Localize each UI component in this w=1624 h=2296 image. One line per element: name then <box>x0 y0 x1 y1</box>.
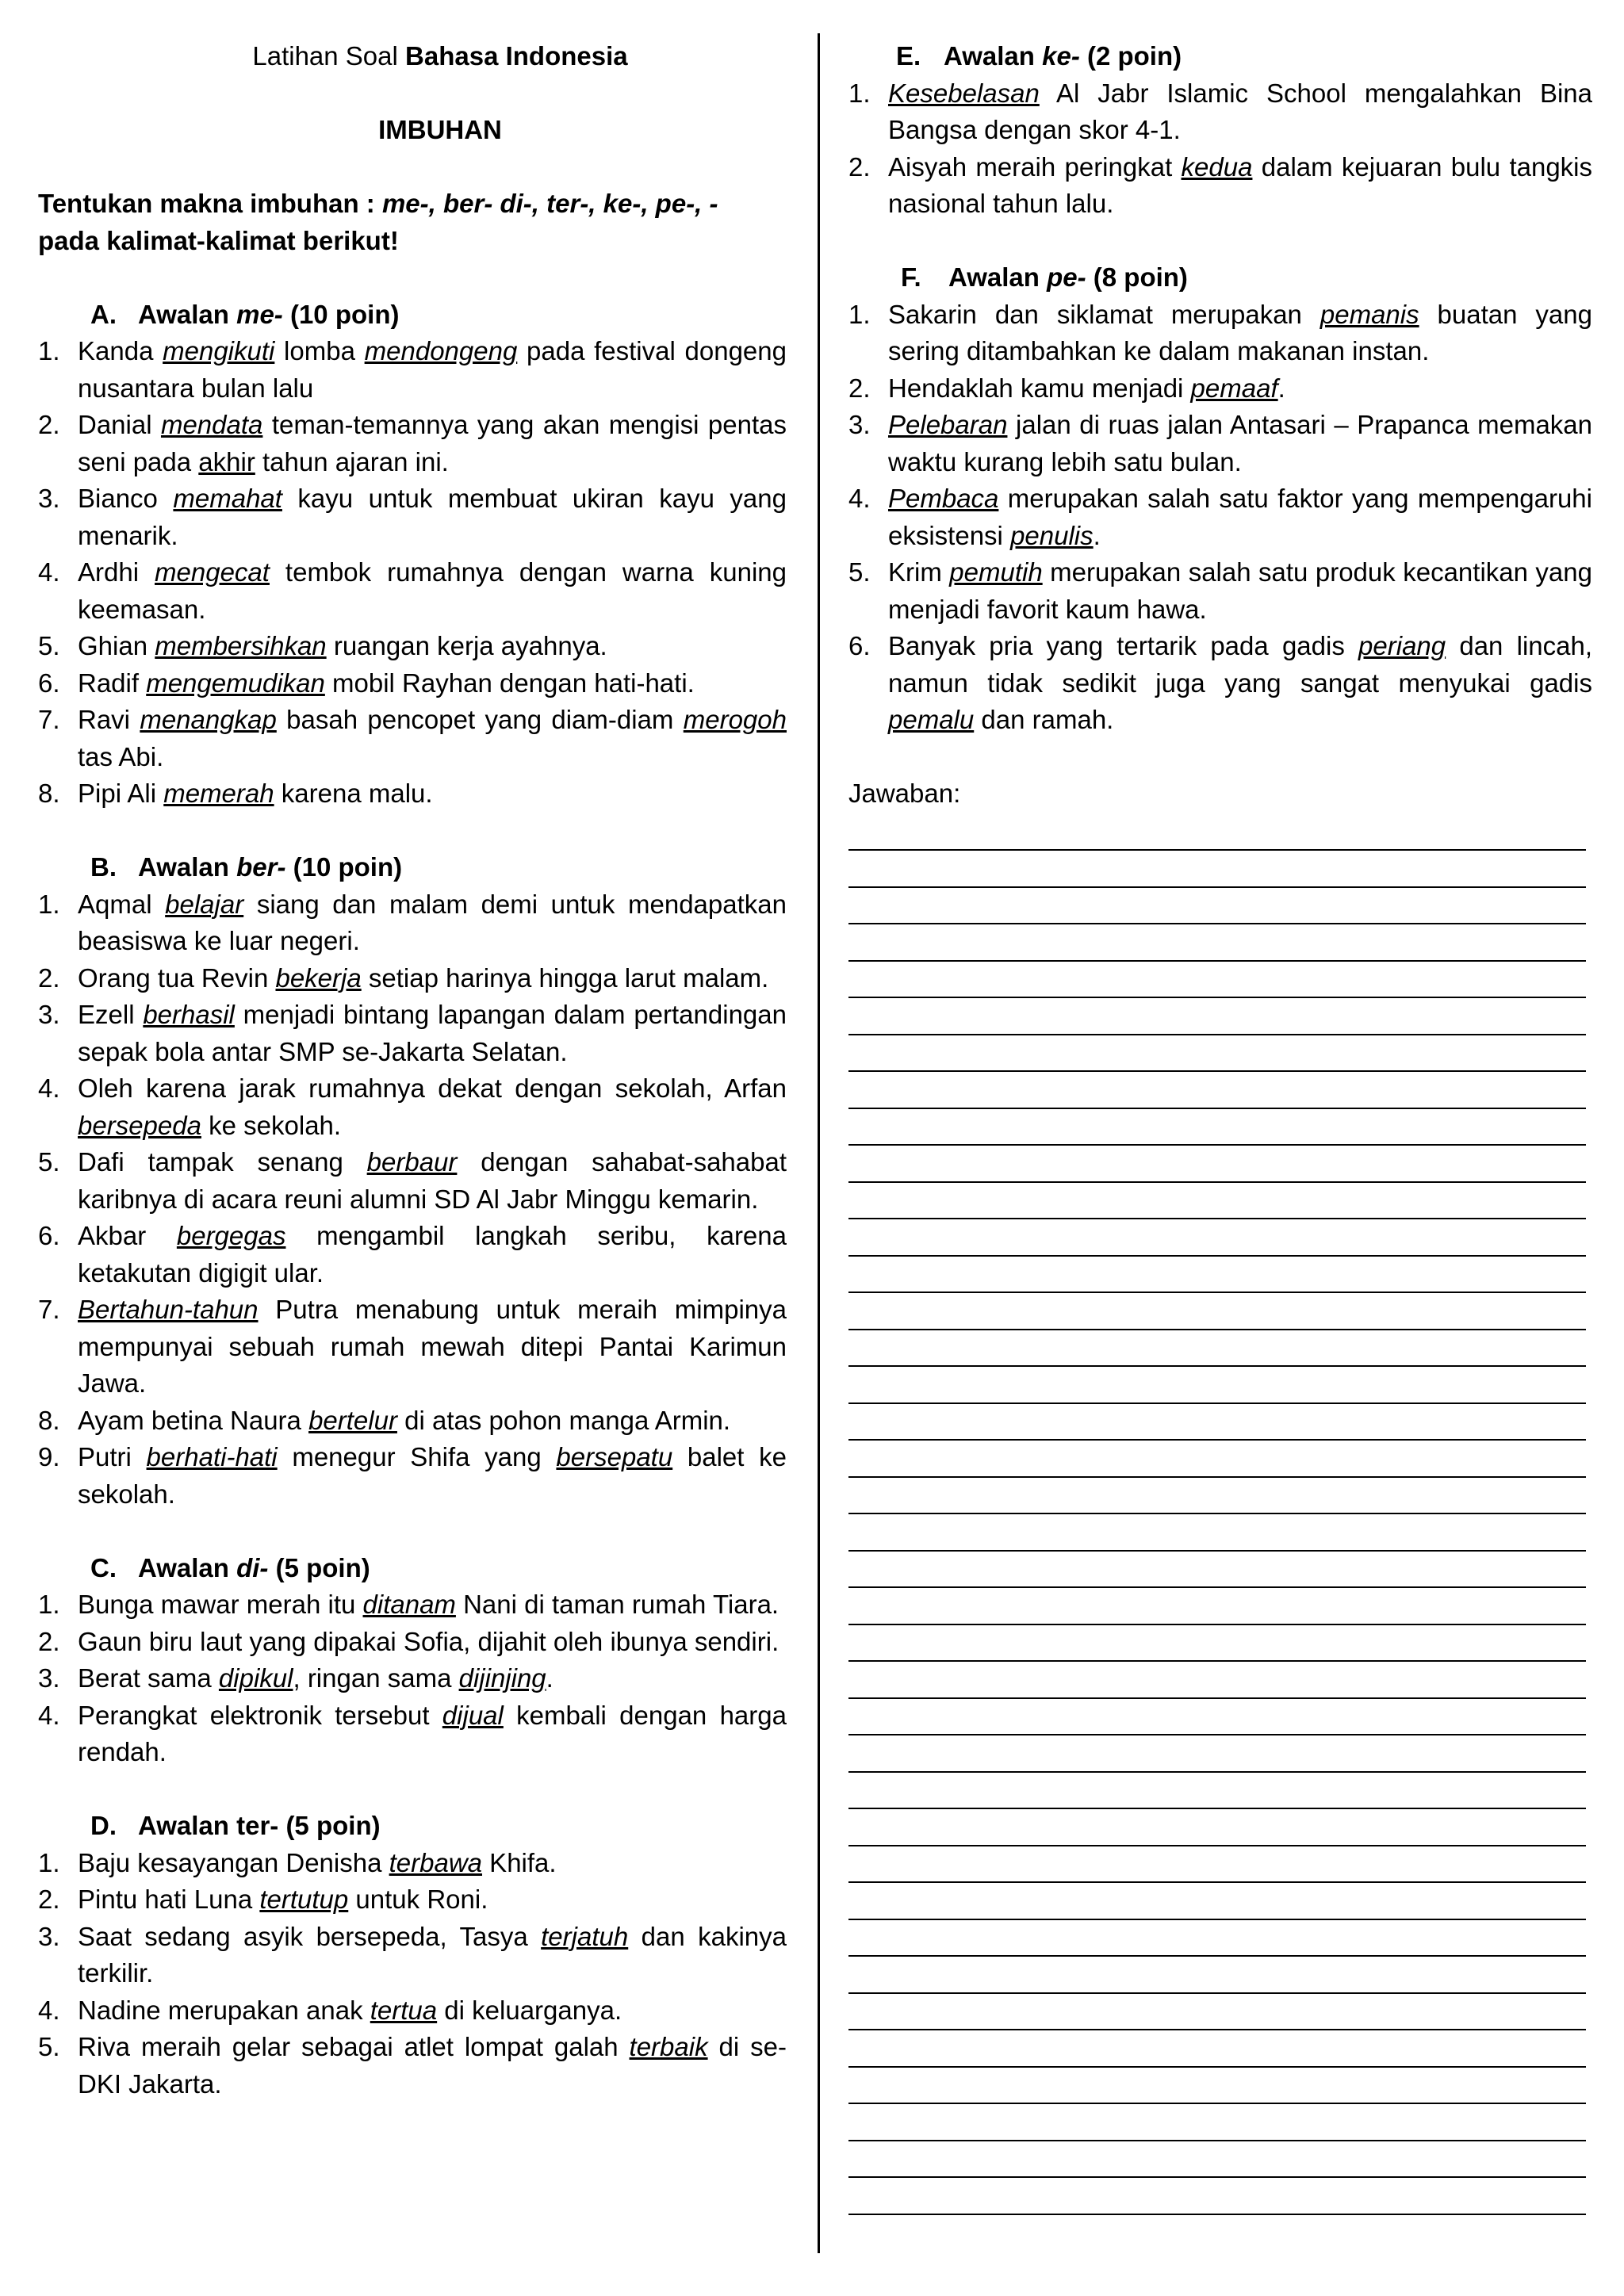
item-number: 6. <box>38 1221 60 1250</box>
item-number: 1. <box>38 336 60 365</box>
answer-line[interactable] <box>848 1293 1586 1330</box>
item-text: ke sekolah. <box>201 1110 342 1140</box>
item-number: 2. <box>38 1626 60 1656</box>
list-item <box>38 1586 787 1624</box>
affixed-word: memahat <box>173 484 282 513</box>
affixed-word: ditanam <box>362 1590 456 1619</box>
item-text: Sakarin dan siklamat merupakan <box>888 299 1320 329</box>
answer-line[interactable] <box>848 2068 1586 2105</box>
answer-line[interactable] <box>848 1330 1586 1368</box>
affixed-word: belajar <box>165 889 244 919</box>
affixed-word: menangkap <box>140 705 277 734</box>
instruction-line-2: pada kalimat-kalimat berikut! <box>38 225 399 255</box>
item-text: dalam kejuaran bulu tangkis nasional tahun lalu. <box>888 151 1592 218</box>
affixed-word: pemaaf <box>1190 373 1278 403</box>
item-number: 2. <box>848 151 871 182</box>
answer-line[interactable] <box>848 1109 1586 1146</box>
affixed-word: Bertahun-tahun <box>78 1295 259 1324</box>
list-item <box>848 554 1592 628</box>
section-letter: D. <box>90 1811 117 1840</box>
section-title-prefix: Awalan <box>138 1552 237 1582</box>
section-letter: C. <box>90 1552 117 1582</box>
answer-line[interactable] <box>848 1183 1586 1220</box>
section-b-list <box>38 886 787 1513</box>
item-text: Nani di taman rumah Tiara. <box>455 1590 779 1619</box>
answer-line[interactable] <box>848 1920 1586 1957</box>
answer-line[interactable] <box>848 1514 1586 1552</box>
section-title-prefix: Awalan <box>138 299 237 329</box>
item-text: Riva meraih gelar sebagai atlet lompat galah <box>78 2032 630 2061</box>
list-item <box>38 1660 787 1697</box>
item-number: 5. <box>38 2032 60 2061</box>
item-text: Saat sedang asyik bersepeda, Tasya <box>78 1921 542 1951</box>
item-text: Gaun biru laut yang dipakai Sofia, dijahit oleh ibunya sendiri. <box>78 1626 779 1656</box>
item-text: merupakan salah satu produk kecantikan yang menjadi favorit kaum hawa. <box>888 557 1592 624</box>
affixed-word: kedua <box>1181 151 1253 182</box>
item-text: Bianco <box>78 484 174 513</box>
section-title-affix: me- <box>236 299 283 329</box>
item-text: mobil Rayhan dengan hati-hati. <box>324 668 695 698</box>
section-c-list <box>38 1586 787 1771</box>
instruction-line-1 <box>38 186 787 223</box>
item-text: Aisyah meraih peringkat <box>888 151 1182 182</box>
item-text: teman-temannya yang akan mengisi pentas seni pada <box>78 410 787 476</box>
section-a-heading <box>90 297 787 334</box>
answer-line[interactable] <box>848 1809 1586 1846</box>
list-item <box>38 1992 787 2030</box>
item-text: balet ke sekolah. <box>78 1442 787 1509</box>
item-text: menjadi bintang lapangan dalam pertandingan sepak bola antar SMP se-Jakarta Selatan. <box>78 1000 787 1066</box>
answer-line[interactable] <box>848 1883 1586 1920</box>
item-text: kembali dengan harga rendah. <box>78 1700 787 1766</box>
item-text: Nadine merupakan anak <box>78 1995 370 2025</box>
item-number: 3. <box>38 1000 60 1029</box>
section-b <box>38 849 787 1513</box>
affixed-word: pemutih <box>949 557 1043 587</box>
affixed-word: berbaur <box>366 1147 458 1177</box>
item-text: Putri <box>78 1442 147 1471</box>
left-column <box>38 38 787 2103</box>
answer-line[interactable] <box>848 2104 1586 2141</box>
item-text: buatan yang sering ditambahkan ke dalam makanan instan. <box>888 299 1592 365</box>
answer-line[interactable] <box>848 1478 1586 1515</box>
section-letter: F. <box>901 262 921 292</box>
instruction-prefix: Tentukan makna imbuhan : <box>38 189 382 218</box>
list-item <box>38 886 787 960</box>
affixed-word: tertutup <box>259 1885 349 1914</box>
affixed-word: bersepeda <box>78 1110 201 1140</box>
section-title-points: (2 poin) <box>1079 41 1182 71</box>
affixed-word: Pelebaran <box>888 410 1008 439</box>
list-item <box>38 628 787 665</box>
item-number: 7. <box>38 1295 60 1324</box>
item-number: 1. <box>38 1847 60 1877</box>
answer-line[interactable] <box>848 1146 1586 1183</box>
worksheet-heading: IMBUHAN <box>378 115 502 144</box>
section-letter: B. <box>90 852 117 882</box>
list-item <box>38 1070 787 1144</box>
list-item <box>38 1218 787 1292</box>
item-text: dan lincah, namun tidak sedikit juga yang sangat menyukai gadis <box>888 631 1592 698</box>
section-d <box>38 1808 787 2103</box>
item-number: 6. <box>848 631 871 660</box>
item-text: Ardhi <box>78 557 155 587</box>
answer-line[interactable] <box>848 1957 1586 1994</box>
item-text: dan ramah. <box>974 705 1114 734</box>
answer-line[interactable] <box>848 2030 1586 2068</box>
item-number: 1. <box>38 889 60 919</box>
affixed-word: mengikuti <box>163 336 275 365</box>
answer-line[interactable] <box>848 1219 1586 1257</box>
list-item <box>38 1624 787 1661</box>
section-title-points: (10 poin) <box>282 299 400 329</box>
item-text: menegur Shifa yang <box>277 1442 557 1471</box>
item-text: Orang tua Revin <box>78 962 276 993</box>
item-number: 9. <box>38 1442 60 1471</box>
item-text: dengan sahabat-sahabat karibnya di acara reuni alumni SD Al Jabr Minggu kemarin. <box>78 1147 787 1214</box>
section-title-points: (8 poin) <box>1086 262 1188 292</box>
underlined-word: akhir <box>198 446 255 476</box>
item-number: 1. <box>848 299 871 329</box>
answer-label: Jawaban: <box>848 779 961 808</box>
item-text: jalan di ruas jalan Antasari – Prapanca memakan waktu kurang lebih satu bulan. <box>888 410 1592 476</box>
item-text: Putra menabung untuk meraih mimpinya mempunyai sebuah rumah mewah ditepi Pantai Karimun Jawa. <box>78 1295 787 1398</box>
section-e-heading <box>896 38 1592 75</box>
affixed-word: dijual <box>442 1700 504 1730</box>
list-item <box>38 1697 787 1771</box>
section-f <box>848 259 1592 739</box>
item-text: Baju kesayangan Denisha <box>78 1847 389 1877</box>
list-item <box>38 1919 787 1992</box>
item-text: merupakan salah satu faktor yang mempengaruhi eksistensi <box>888 484 1592 550</box>
item-text: siang dan malam demi untuk mendapatkan beasiswa ke luar negeri. <box>78 889 787 955</box>
section-title-affix: ke- <box>1042 41 1080 71</box>
item-number: 6. <box>38 668 60 698</box>
item-text: Berat sama <box>78 1663 219 1693</box>
item-text: pada festival dongeng nusantara bulan lalu <box>78 336 787 403</box>
item-text: mengambil langkah seribu, karena ketakutan digigit ular. <box>78 1221 787 1288</box>
item-number: 3. <box>848 410 871 439</box>
item-number: 3. <box>38 1921 60 1951</box>
item-text: Perangkat elektronik tersebut <box>78 1700 442 1730</box>
section-d-list <box>38 1845 787 2103</box>
item-text: Pipi Ali <box>78 779 164 808</box>
section-title-affix: di- <box>236 1552 269 1582</box>
section-title-affix: ber- <box>236 852 286 882</box>
affixed-word: mengecat <box>155 557 270 587</box>
item-text: Ayam betina Naura <box>78 1405 309 1435</box>
item-number: 4. <box>38 1073 60 1103</box>
item-text: Danial <box>78 410 161 439</box>
item-number: 5. <box>38 631 60 660</box>
answer-line[interactable] <box>848 851 1586 888</box>
answer-line[interactable] <box>848 888 1586 925</box>
item-text: . <box>1277 373 1285 403</box>
answer-line[interactable] <box>848 1035 1586 1073</box>
item-number: 1. <box>38 1590 60 1619</box>
affixed-word: merogoh <box>683 705 787 734</box>
list-item <box>848 75 1592 149</box>
section-title-points: (10 poin) <box>285 852 403 882</box>
item-text: tahun ajaran ini. <box>255 446 449 476</box>
item-text: Bunga mawar merah itu <box>78 1590 363 1619</box>
answer-line[interactable] <box>848 1846 1586 1884</box>
section-c <box>38 1550 787 1771</box>
item-number: 2. <box>38 410 60 439</box>
answer-line[interactable] <box>848 2141 1586 2179</box>
affixed-word: terbaik <box>629 2032 708 2061</box>
answer-line[interactable] <box>848 1072 1586 1109</box>
list-item <box>848 297 1592 370</box>
instruction-affixes: me-, ber- di-, ter-, ke-, pe-, - <box>381 189 718 218</box>
title-prefix: Latihan Soal <box>252 41 406 71</box>
list-item <box>38 997 787 1070</box>
answer-line[interactable] <box>848 1367 1586 1404</box>
item-text: Ravi <box>78 705 140 734</box>
item-number: 4. <box>848 484 871 513</box>
item-text: Hendaklah kamu menjadi <box>888 373 1191 403</box>
section-e-list <box>848 75 1592 223</box>
item-number: 2. <box>848 373 871 403</box>
item-number: 7. <box>38 705 60 734</box>
affixed-word: bekerja <box>275 962 362 993</box>
list-item <box>38 1439 787 1513</box>
item-number: 8. <box>38 1405 60 1435</box>
instructions <box>38 186 787 259</box>
answer-line[interactable] <box>848 1588 1586 1625</box>
list-item <box>38 1144 787 1218</box>
affixed-word: bergegas <box>176 1221 286 1250</box>
affixed-word: penulis <box>1010 520 1094 550</box>
item-text: untuk Roni. <box>348 1885 488 1914</box>
list-item <box>848 149 1592 223</box>
item-number: 5. <box>38 1147 60 1177</box>
item-text: Kanda <box>78 336 163 365</box>
list-item <box>38 960 787 997</box>
item-text: tembok rumahnya dengan warna kuning keemasan. <box>78 557 787 624</box>
answer-line[interactable] <box>848 998 1586 1035</box>
worksheet-title <box>94 38 787 75</box>
item-number: 4. <box>38 1995 60 2025</box>
section-f-list <box>848 297 1592 739</box>
section-b-heading <box>90 849 787 886</box>
item-text: kayu untuk membuat ukiran kayu yang menarik. <box>78 484 787 550</box>
section-e <box>848 38 1592 223</box>
list-item <box>848 407 1592 480</box>
item-text: ruangan kerja ayahnya. <box>326 631 607 660</box>
item-number: 2. <box>38 962 60 993</box>
answer-line[interactable] <box>848 1404 1586 1441</box>
answer-line[interactable] <box>848 1735 1586 1773</box>
affixed-word: tertua <box>370 1995 438 2025</box>
section-title-prefix: Awalan ter- (5 poin) <box>138 1811 381 1840</box>
list-item <box>38 702 787 775</box>
item-text: Banyak pria yang tertarik pada gadis <box>888 631 1359 660</box>
item-text: Khifa. <box>482 1847 557 1877</box>
item-text: , ringan sama <box>293 1663 459 1693</box>
answer-line[interactable] <box>848 1257 1586 1294</box>
answer-line[interactable] <box>848 814 1586 851</box>
affixed-word: berhati-hati <box>146 1442 278 1471</box>
section-letter: E. <box>896 41 921 71</box>
section-a <box>38 297 787 813</box>
affixed-word: berhasil <box>143 1000 235 1029</box>
list-item <box>38 1292 787 1402</box>
item-text: Radif <box>78 668 147 698</box>
answer-line[interactable] <box>848 2178 1586 2215</box>
section-a-list <box>38 333 787 813</box>
item-text: Aqmal <box>78 889 166 919</box>
list-item <box>38 407 787 480</box>
item-number: 5. <box>848 557 871 587</box>
affixed-word: pemanis <box>1320 299 1419 329</box>
answer-line[interactable] <box>848 1773 1586 1810</box>
item-text: Krim <box>888 557 950 587</box>
list-item <box>38 2029 787 2103</box>
item-text: . <box>1093 520 1101 550</box>
affixed-word: mendata <box>160 410 263 439</box>
list-item <box>38 665 787 702</box>
column-divider <box>818 33 820 2253</box>
list-item <box>38 480 787 554</box>
answer-line[interactable] <box>848 962 1586 999</box>
affixed-word: Kesebelasan <box>888 78 1040 108</box>
section-f-heading <box>901 259 1592 297</box>
answer-line[interactable] <box>848 1662 1586 1699</box>
list-item <box>38 1402 787 1440</box>
affixed-word: Pembaca <box>888 484 999 513</box>
item-text: Dafi tampak senang <box>78 1147 367 1177</box>
affixed-word: mengemudikan <box>146 668 325 698</box>
list-item <box>38 1881 787 1919</box>
affixed-word: dijinjing <box>458 1663 546 1693</box>
item-text: Al Jabr Islamic School mengalahkan Bina Bangsa dengan skor 4-1. <box>888 78 1592 144</box>
affixed-word: memerah <box>163 779 274 808</box>
answer-line[interactable] <box>848 1994 1586 2031</box>
affixed-word: bersepatu <box>556 1442 673 1471</box>
item-text: di se-DKI Jakarta. <box>78 2032 787 2099</box>
list-item <box>38 333 787 407</box>
item-number: 2. <box>38 1885 60 1914</box>
section-letter: A. <box>90 299 117 329</box>
item-number: 1. <box>848 78 871 108</box>
item-text: lomba <box>274 336 365 365</box>
item-number: 8. <box>38 779 60 808</box>
list-item <box>848 370 1592 408</box>
item-number: 4. <box>38 1700 60 1730</box>
answer-line[interactable] <box>848 1625 1586 1663</box>
list-item <box>38 1845 787 1882</box>
affixed-word: membersihkan <box>155 631 327 660</box>
affixed-word: dipikul <box>218 1663 293 1693</box>
section-title-prefix: Awalan <box>948 262 1048 292</box>
affixed-word: bertelur <box>308 1405 397 1435</box>
right-column <box>848 38 1592 2215</box>
list-item <box>848 628 1592 739</box>
section-title-prefix: Awalan <box>944 41 1043 71</box>
answer-line[interactable] <box>848 924 1586 962</box>
item-text: basah pencopet yang diam-diam <box>276 705 684 734</box>
item-text: tas Abi. <box>78 741 164 771</box>
affixed-word: periang <box>1358 631 1446 660</box>
item-text: Akbar <box>78 1221 177 1250</box>
item-text: setiap harinya hingga larut malam. <box>361 962 769 993</box>
item-text: Pintu hati Luna <box>78 1885 260 1914</box>
affixed-word: pemalu <box>888 705 975 734</box>
item-text: dan kakinya terkilir. <box>78 1921 787 1988</box>
item-number: 3. <box>38 484 60 513</box>
section-title-affix: pe- <box>1047 262 1086 292</box>
list-item <box>848 480 1592 554</box>
item-text: Ghian <box>78 631 155 660</box>
section-c-heading <box>90 1550 787 1587</box>
item-text: Oleh karena jarak rumahnya dekat dengan sekolah, Arfan <box>78 1073 787 1103</box>
affixed-word: mendongeng <box>364 336 518 365</box>
affixed-word: terjatuh <box>541 1921 629 1951</box>
answer-line[interactable] <box>848 1552 1586 1589</box>
answer-line[interactable] <box>848 1441 1586 1478</box>
item-text: karena malu. <box>274 779 433 808</box>
item-text: di atas pohon manga Armin. <box>396 1405 731 1435</box>
section-title-prefix: Awalan <box>138 852 237 882</box>
list-item <box>38 775 787 813</box>
section-d-heading <box>90 1808 787 1845</box>
affixed-word: terbawa <box>389 1847 483 1877</box>
title-subject: Bahasa Indonesia <box>405 41 628 71</box>
item-text: . <box>546 1663 553 1693</box>
answer-lines <box>848 814 1592 2215</box>
item-number: 3. <box>38 1663 60 1693</box>
item-text: di keluarganya. <box>437 1995 622 2025</box>
answer-line[interactable] <box>848 1699 1586 1736</box>
section-title-points: (5 poin) <box>268 1552 370 1582</box>
item-text: Ezell <box>78 1000 144 1029</box>
list-item <box>38 554 787 628</box>
item-number: 4. <box>38 557 60 587</box>
